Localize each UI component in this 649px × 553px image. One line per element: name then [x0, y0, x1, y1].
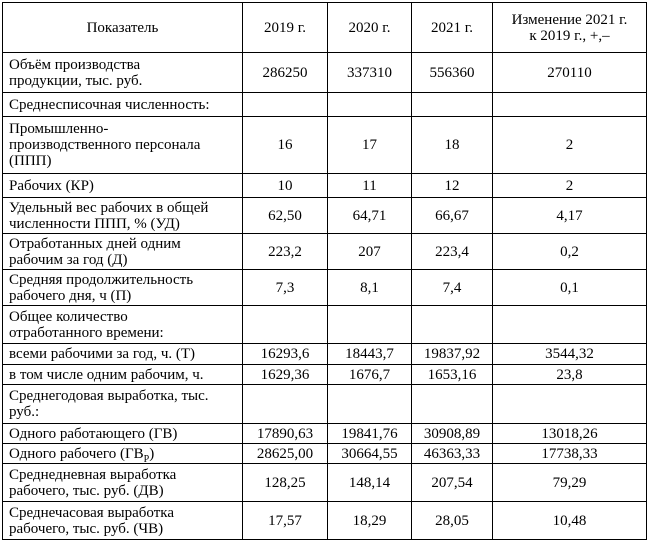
header-change-line2: к 2019 г., +,– — [529, 27, 610, 44]
value-2020 — [328, 385, 412, 424]
row-label — [3, 306, 243, 344]
row-label-line: Одного работающего (ГВ) — [9, 425, 178, 442]
value-2019: 17890,63 — [243, 424, 328, 444]
value-2020: 64,71 — [328, 198, 412, 234]
value-2020: 207 — [328, 234, 412, 270]
table-row — [3, 53, 647, 93]
row-label — [3, 53, 243, 93]
table-row — [3, 174, 647, 198]
value-2021: 556360 — [412, 53, 493, 93]
table-row — [3, 306, 647, 344]
value-2020: 18443,7 — [328, 344, 412, 365]
value-change — [493, 93, 647, 117]
header-indicator: Показатель — [3, 3, 243, 53]
row-label-line: Средняя продолжительность — [9, 271, 194, 288]
value-change: 2 — [493, 117, 647, 174]
value-2021: 28,05 — [412, 502, 493, 540]
row-label-close: ) — [149, 445, 155, 462]
value-change: 17738,33 — [493, 444, 647, 464]
value-2021: 7,4 — [412, 270, 493, 306]
row-label-line: Общее количество — [9, 308, 128, 325]
value-change — [493, 385, 647, 424]
value-change — [493, 306, 647, 344]
value-2021: 1653,16 — [412, 365, 493, 385]
value-2021: 66,67 — [412, 198, 493, 234]
value-2019: 1629,36 — [243, 365, 328, 385]
row-label-line: Промышленно- — [9, 121, 109, 137]
row-label-line: рабочего, тыс. руб. (ДВ) — [9, 482, 164, 499]
row-label — [3, 270, 243, 306]
value-2020: 337310 — [328, 53, 412, 93]
value-2019: 16 — [243, 117, 328, 174]
value-2021: 46363,33 — [412, 444, 493, 464]
value-change: 4,17 — [493, 198, 647, 234]
row-label — [3, 502, 243, 540]
value-2019 — [243, 93, 328, 117]
value-2021: 18 — [412, 117, 493, 174]
table-row — [3, 464, 647, 502]
value-change: 79,29 — [493, 464, 647, 502]
row-label-line: Среднедневная выработка — [9, 466, 177, 483]
value-2021: 30908,89 — [412, 424, 493, 444]
value-2020: 11 — [328, 174, 412, 198]
value-2021 — [412, 385, 493, 424]
value-change: 0,2 — [493, 234, 647, 270]
value-2019: 28625,00 — [243, 444, 328, 464]
row-label — [3, 424, 243, 444]
row-label — [3, 198, 243, 234]
value-2019: 16293,6 — [243, 344, 328, 365]
row-label — [3, 464, 243, 502]
header-row — [3, 3, 647, 53]
row-label — [3, 117, 243, 174]
table-row — [3, 117, 647, 174]
row-label-line: производственного персонала — [9, 137, 201, 153]
value-change: 2 — [493, 174, 647, 198]
row-label — [3, 234, 243, 270]
row-label-line: Среднесписочная численность: — [9, 96, 210, 113]
table-row — [3, 424, 647, 444]
header-2021: 2021 г. — [412, 3, 493, 53]
header-2020: 2020 г. — [328, 3, 412, 53]
value-2019: 286250 — [243, 53, 328, 93]
value-2020: 1676,7 — [328, 365, 412, 385]
row-label-line: Среднечасовая выработка — [9, 504, 174, 521]
value-2021: 207,54 — [412, 464, 493, 502]
value-2020: 19841,76 — [328, 424, 412, 444]
table-row — [3, 444, 647, 464]
row-label-line: продукции, тыс. руб. — [9, 72, 143, 89]
table-row — [3, 270, 647, 306]
value-2021 — [412, 306, 493, 344]
value-2019: 7,3 — [243, 270, 328, 306]
row-label-line: в том числе одним рабочим, ч. — [9, 366, 204, 383]
value-2019: 10 — [243, 174, 328, 198]
table-row — [3, 93, 647, 117]
value-2019: 62,50 — [243, 198, 328, 234]
value-change: 13018,26 — [493, 424, 647, 444]
value-2020: 30664,55 — [328, 444, 412, 464]
row-label — [3, 174, 243, 198]
row-label-line: Рабочих (КР) — [9, 177, 94, 194]
value-2019 — [243, 385, 328, 424]
row-label-line: (ППП) — [9, 153, 52, 169]
row-label — [3, 444, 243, 464]
row-label — [3, 365, 243, 385]
value-2021 — [412, 93, 493, 117]
table-row — [3, 234, 647, 270]
value-2019: 223,2 — [243, 234, 328, 270]
value-change: 3544,32 — [493, 344, 647, 365]
row-label-line: Объём производства — [9, 56, 141, 73]
value-2020: 17 — [328, 117, 412, 174]
value-2019: 17,57 — [243, 502, 328, 540]
row-label-line: рабочего, тыс. руб. (ЧВ) — [9, 520, 164, 537]
value-2019 — [243, 306, 328, 344]
table-row — [3, 365, 647, 385]
value-2021: 19837,92 — [412, 344, 493, 365]
header-2019: 2019 г. — [243, 3, 328, 53]
row-label-line: рабочего дня, ч (П) — [9, 287, 132, 304]
row-label — [3, 93, 243, 117]
value-2021: 223,4 — [412, 234, 493, 270]
value-change: 0,1 — [493, 270, 647, 306]
row-label-line: Среднегодовая выработка, тыс. — [9, 388, 209, 404]
value-2020 — [328, 93, 412, 117]
economic-indicators-table — [2, 2, 647, 540]
table-row — [3, 502, 647, 540]
row-label-line: Удельный вес рабочих в общей — [9, 199, 209, 216]
row-label-line: численности ППП, % (УД) — [9, 215, 180, 232]
row-label-text: Одного рабочего (ГВ — [9, 445, 144, 462]
row-label — [3, 385, 243, 424]
value-change: 23,8 — [493, 365, 647, 385]
value-2021: 12 — [412, 174, 493, 198]
value-2020: 148,14 — [328, 464, 412, 502]
table-row — [3, 385, 647, 424]
value-2020 — [328, 306, 412, 344]
value-2020: 18,29 — [328, 502, 412, 540]
table-row — [3, 198, 647, 234]
value-2019: 128,25 — [243, 464, 328, 502]
row-label — [3, 344, 243, 365]
value-change: 10,48 — [493, 502, 647, 540]
row-label-line: всеми рабочими за год, ч. (Т) — [9, 346, 196, 362]
header-change — [493, 3, 647, 53]
row-label-line: отработанного времени: — [9, 324, 164, 341]
table-row — [3, 344, 647, 365]
row-label-subscript: Р — [143, 453, 150, 464]
value-change: 270110 — [493, 53, 647, 93]
row-label-line: Отработанных дней одним — [9, 235, 181, 252]
value-2020: 8,1 — [328, 270, 412, 306]
row-label-line: руб.: — [9, 404, 40, 420]
row-label-line: рабочим за год (Д) — [9, 251, 128, 268]
header-change-line1: Изменение 2021 г. — [511, 11, 628, 28]
table-wrapper — [2, 2, 647, 540]
